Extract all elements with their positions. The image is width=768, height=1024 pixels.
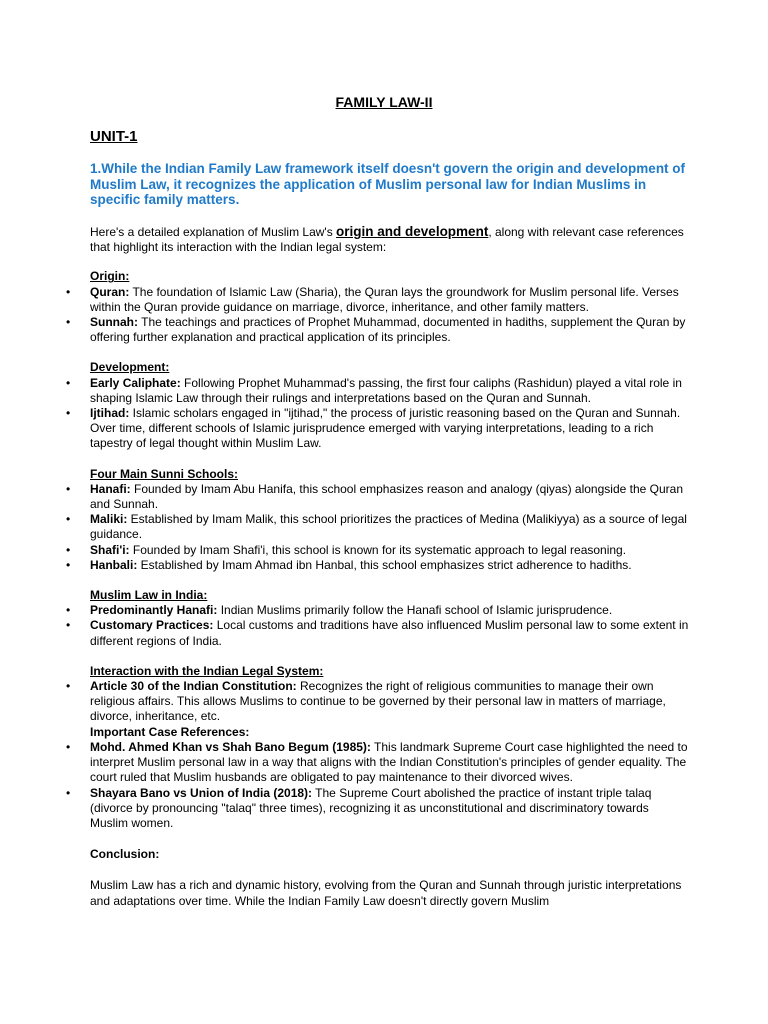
india-list [90, 603, 690, 649]
development-heading: Development: [90, 360, 170, 375]
item-term: Shafi'i: [90, 542, 130, 557]
list-item [90, 406, 690, 452]
interaction-list [90, 679, 690, 725]
item-text: The foundation of Islamic Law (Sharia), the Quran lays the groundwork for Muslim personal life. Verses within the Quran provide guidance on marriage, divorce, inheritance, and other family matters. [90, 284, 679, 314]
item-text: Recognizes the right of religious communities to manage their own religious affairs. This allows Muslims to continue to be governed by their personal law in matters of marriage, divorce, inheritance, etc. [90, 679, 666, 724]
intro-emphasis: origin and development [336, 224, 489, 239]
list-item [90, 315, 690, 345]
list-item [90, 679, 690, 725]
document-title: FAMILY LAW-II [335, 94, 433, 110]
conclusion-paragraph: Muslim Law has a rich and dynamic history, evolving from the Quran and Sunnah through juristic interpretations and adaptations over time. While the Indian Family Law doesn't directly govern Muslim [90, 878, 682, 908]
item-term: Shayara Bano vs Union of India (2018): [90, 785, 313, 800]
item-text: The Supreme Court abolished the practice of instant triple talaq (divorce by pronouncing "talaq" three times), recognizing it as unconstitutional and discriminatory towards Muslim women. [90, 785, 652, 830]
cases-list [90, 740, 690, 831]
item-term: Quran: [90, 284, 130, 299]
list-item [90, 740, 690, 786]
conclusion-heading: Conclusion: [90, 847, 160, 862]
list-item [90, 376, 690, 406]
item-text: Established by Imam Ahmad ibn Hanbal, this school emphasizes strict adherence to hadiths. [137, 557, 632, 572]
item-term: Hanafi: [90, 481, 131, 496]
origin-section [90, 269, 690, 345]
origin-heading: Origin: [90, 269, 130, 284]
item-term: Predominantly Hanafi: [90, 603, 218, 618]
item-term: Hanbali: [90, 557, 138, 572]
item-text: The teachings and practices of Prophet Muhammad, documented in hadiths, supplement the Quran by offering further explanation and practical application of its principles. [90, 315, 686, 345]
interaction-section [90, 664, 690, 831]
list-item [90, 558, 690, 573]
schools-section [90, 467, 690, 573]
item-text: Local customs and traditions have also influenced Muslim personal law to some extent in different regions of India. [90, 618, 689, 648]
list-item [90, 603, 690, 618]
intro-text-end: , along with relevant case references that highlight its interaction with the Indian legal system: [90, 225, 684, 255]
item-text: Indian Muslims primarily follow the Hanafi school of Islamic jurisprudence. [217, 603, 613, 618]
item-text: Founded by Imam Abu Hanifa, this school emphasizes reason and analogy (qiyas) alongside the Quran and Sunnah. [90, 481, 683, 512]
origin-list [90, 285, 690, 346]
list-item [90, 285, 690, 315]
schools-heading: Four Main Sunni Schools: [90, 466, 238, 481]
list-item [90, 786, 690, 832]
development-section [90, 360, 690, 451]
item-term: Mohd. Ahmed Khan vs Shah Bano Begum (1985): [90, 739, 371, 754]
item-text: Following Prophet Muhammad's passing, the first four caliphs (Rashidun) played a vital role in shaping Islamic Law through their rulings and interpretations based on the Quran and Sunnah. [90, 375, 682, 405]
list-item [90, 482, 690, 512]
item-term: Sunnah: [90, 315, 138, 330]
development-list [90, 376, 690, 452]
item-text: Established by Imam Malik, this school prioritizes the practices of Medina (Malikiyya) as a source of legal guidance. [90, 512, 687, 542]
item-term: Early Caliphate: [90, 375, 181, 390]
list-item [90, 543, 690, 558]
cases-heading: Important Case References: [90, 724, 250, 739]
item-term: Customary Practices: [90, 618, 214, 633]
item-term: Ijtihad: [90, 406, 130, 421]
item-text: This landmark Supreme Court case highlighted the need to interpret Muslim personal law in a way that aligns with the Indian Constitution's principles of gender equality. The court ruled that Muslim husbands are obligated to pay maintenance to their divorced wives. [90, 739, 688, 785]
item-text: Founded by Imam Shafi'i, this school is known for its systematic approach to legal reasoning. [129, 542, 627, 557]
intro-paragraph [90, 224, 690, 255]
india-section [90, 588, 690, 649]
schools-list [90, 482, 690, 573]
question-heading: 1.While the Indian Family Law framework itself doesn't govern the origin and development of Muslim Law, it recognizes the application of Muslim personal law for Indian Muslims in specific family matters. [90, 161, 686, 208]
document-body [90, 224, 690, 909]
item-text: Islamic scholars engaged in "ijtihad," the process of juristic reasoning based on the Quran and Sunnah. Over time, different schools of Islamic jurisprudence emerged with varying interpretations, leading to a rich tapestry of legal thought within Muslim Law. [90, 406, 681, 451]
intro-text-start: Here's a detailed explanation of Muslim Law's [90, 225, 337, 239]
interaction-heading: Interaction with the Indian Legal System: [90, 663, 324, 678]
item-term: Article 30 of the Indian Constitution: [90, 679, 297, 694]
list-item [90, 512, 690, 542]
unit-heading: UNIT-1 [90, 128, 138, 145]
india-heading: Muslim Law in India: [90, 588, 208, 603]
list-item [90, 618, 690, 648]
item-term: Maliki: [90, 512, 128, 527]
